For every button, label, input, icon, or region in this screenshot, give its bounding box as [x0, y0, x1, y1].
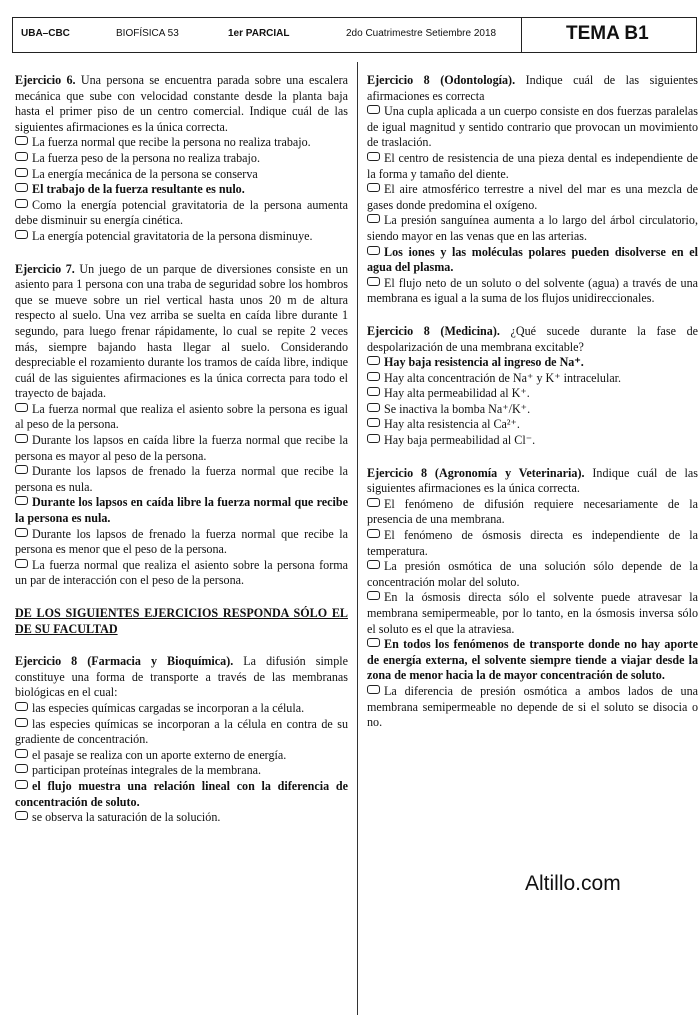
option[interactable]: Hay baja permeabilidad al Cl⁻.: [367, 433, 698, 449]
exercise-8-agronomia: [367, 466, 698, 731]
exam-header: [12, 17, 697, 53]
option[interactable]: las especies químicas cargadas se incorporan a la célula.: [15, 701, 348, 717]
option[interactable]: La energía mecánica de la persona se conserva: [15, 167, 348, 183]
subject-label: BIOFÍSICA 53: [116, 28, 179, 39]
option[interactable]: La fuerza normal que realiza el asiento sobre la persona forma un par de interacción con el peso de la persona.: [15, 557, 348, 588]
altillo-logo: Altillo.com: [525, 872, 621, 895]
tema-label: TEMA B1: [566, 23, 649, 44]
option[interactable]: Hay alta concentración de Na⁺ y K⁺ intracelular.: [367, 371, 698, 387]
exercise-8-medicina: [367, 324, 698, 449]
option-marked[interactable]: En todos los fenómenos de transporte donde no hay aporte de energía externa, el solvente siempre tiende a viajar desde la zona de menor hacia la de mayor concentración de soluto.: [367, 637, 698, 683]
option-marked[interactable]: El trabajo de la fuerza resultante es nulo.: [15, 182, 348, 198]
exercise-title: Ejercicio 6.: [15, 73, 76, 87]
option-marked[interactable]: el flujo muestra una relación lineal con la diferencia de concentración de soluto.: [15, 778, 348, 809]
exercise-title: Ejercicio 8 (Odontología).: [367, 73, 516, 87]
option[interactable]: La presión sanguínea aumenta a lo largo del árbol circulatorio, siendo mayor en las venas que en las arterias.: [367, 213, 698, 243]
option[interactable]: Durante los lapsos de frenado la fuerza normal que recibe la persona es menor que el peso de la persona.: [15, 526, 348, 557]
exercise-8-odontologia: [367, 73, 698, 307]
column-divider: [357, 62, 358, 1015]
option[interactable]: Como la energía potencial gravitatoria de la persona aumenta debe disminuir su energía cinética.: [15, 197, 348, 228]
exercise-title: Ejercicio 8 (Agronomía y Veterinaria).: [367, 465, 585, 480]
option[interactable]: La presión osmótica de una solución sólo depende de la concentración molar del soluto.: [367, 559, 698, 589]
exercise-title: Ejercicio 8 (Farmacia y Bioquímica).: [15, 654, 234, 669]
exercise-8-farmacia: [15, 654, 348, 826]
exercise-text: Indique cuál de las siguientes afirmaciones es correcta: [367, 73, 698, 103]
exercise-text: ¿Qué sucede durante la fase de despolarización de una membrana excitable?: [367, 323, 699, 354]
exercise-statement: [15, 262, 348, 402]
exercise-statement: [367, 466, 698, 497]
option[interactable]: el pasaje se realiza con un aporte externo de energía.: [15, 748, 348, 764]
exercise-text: La difusión simple constituye una forma de transporte a través de las membranas biológicas en el cual:: [15, 654, 348, 700]
option[interactable]: las especies químicas se incorporan a la célula en contra de su gradiente de concentración.: [15, 716, 348, 747]
exercise-6: [15, 73, 348, 245]
exercise-7: [15, 262, 348, 589]
option[interactable]: El fenómeno de difusión requiere necesariamente de la presencia de una membrana.: [367, 496, 698, 527]
option[interactable]: La fuerza normal que realiza el asiento sobre la persona es igual al peso de la persona.: [15, 401, 348, 432]
exercise-title: Ejercicio 7.: [15, 261, 75, 276]
option[interactable]: El flujo neto de un soluto o del solvente (agua) a través de una membrana es igual a la suma de los flujos unidireccionales.: [367, 275, 698, 306]
option[interactable]: Durante los lapsos de frenado la fuerza normal que recibe la persona es nula.: [15, 464, 348, 494]
exercise-text: Un juego de un parque de diversiones consiste en un asiento para 1 persona con una traba de seguridad sobre los hombros que se mueve sobre un riel vertical hasta unos 20 m de altura respecto al suelo. Una vez arriba se suelta en caída libre durante 1 segundo, para luego frenar rápidamente, lo cual se repite 2 veces más, siempre bajando hasta llegar al suelo. Considerando despreciable el rozamiento durante los tramos de caída libre, indique cuál de las siguientes afirmaciones es la única correcta para todo el trayecto de bajada.: [15, 261, 348, 401]
option[interactable]: El aire atmosférico terrestre a nivel del mar es una mezcla de gases donde predomina el oxígeno.: [367, 182, 698, 212]
option[interactable]: Durante los lapsos en caída libre la fuerza normal que recibe la persona es mayor al peso de la persona.: [15, 433, 348, 463]
university-label: UBA–CBC: [21, 28, 70, 39]
option-marked[interactable]: Durante los lapsos en caída libre la fuerza normal que recibe la persona es nula.: [15, 495, 348, 526]
date-label: 2do Cuatrimestre Setiembre 2018: [346, 28, 497, 39]
exercise-statement: [367, 324, 698, 355]
option[interactable]: En la ósmosis directa sólo el solvente puede atravesar la membrana semipermeable, por lo tanto, en la ósmosis inversa sólo el soluto es el que la atraviesa.: [367, 590, 698, 636]
option[interactable]: La fuerza peso de la persona no realiza trabajo.: [15, 151, 348, 167]
option[interactable]: Una cupla aplicada a un cuerpo consiste en dos fuerzas paralelas de igual magnitud y sentido contrario que provocan un movimiento de traslación.: [367, 104, 698, 150]
option[interactable]: Hay alta permeabilidad al K⁺.: [367, 386, 698, 402]
option[interactable]: Se inactiva la bomba Na⁺/K⁺.: [367, 402, 698, 418]
option-marked[interactable]: Los iones y las moléculas polares pueden disolverse en el agua del plasma.: [367, 244, 698, 275]
faculty-notice: DE LOS SIGUIENTES EJERCICIOS RESPONDA SÓLO EL DE SU FACULTAD: [15, 606, 348, 636]
header-divider: [521, 18, 522, 52]
exam-label: 1er PARCIAL: [228, 28, 290, 39]
exercise-text: Una persona se encuentra parada sobre una escalera mecánica que sube con velocidad constante desde la planta baja hasta el primer piso de un centro comercial. Indique cuál de las siguientes afirmaciones es la única correcta.: [15, 73, 348, 134]
exercise-statement: [367, 73, 698, 104]
option[interactable]: Hay alta resistencia al Ca²⁺.: [367, 417, 698, 433]
option-marked[interactable]: Hay baja resistencia al ingreso de Na⁺.: [367, 355, 698, 371]
left-column: [15, 73, 348, 843]
exercise-statement: [15, 654, 348, 701]
option[interactable]: La diferencia de presión osmótica a ambos lados de una membrana semipermeable no depende de si el soluto se disocia o no.: [367, 683, 698, 730]
exercise-text: Indique cuál de las siguientes afirmaciones es la única correcta.: [367, 465, 698, 496]
option[interactable]: se observa la saturación de la solución.: [15, 810, 348, 826]
exercise-title: Ejercicio 8 (Medicina).: [367, 323, 500, 338]
right-column: [367, 73, 698, 748]
option[interactable]: La energía potencial gravitatoria de la persona disminuye.: [15, 229, 348, 245]
option[interactable]: La fuerza normal que recibe la persona no realiza trabajo.: [15, 135, 348, 151]
option[interactable]: participan proteínas integrales de la membrana.: [15, 763, 348, 779]
option[interactable]: El fenómeno de ósmosis directa es independiente de la temperatura.: [367, 528, 698, 558]
exercise-statement: [15, 73, 348, 135]
option[interactable]: El centro de resistencia de una pieza dental es independiente de la forma y tamaño del diente.: [367, 150, 698, 181]
